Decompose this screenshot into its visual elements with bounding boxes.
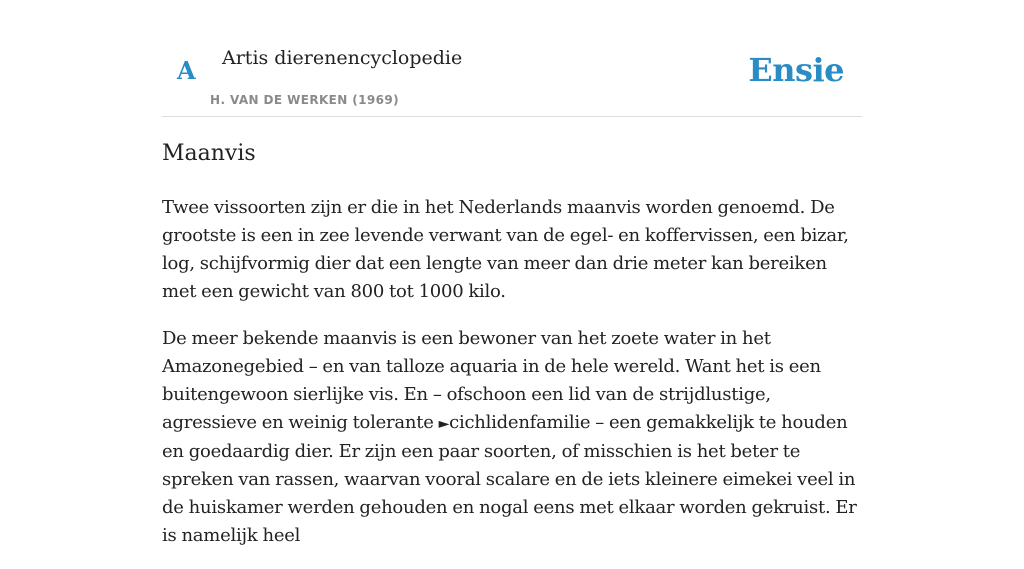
ensie-logo[interactable]: Ensie (748, 51, 844, 89)
book-title[interactable]: Artis dierenencyclopedie (222, 47, 463, 69)
reference-arrow-icon: ► (438, 416, 450, 432)
entry-paragraph: Twee vissoorten zijn er die in het Nederlands maanvis worden genoemd. De grootste is een in zee levende verwant van de egel- en koffervissen, een bizar, log, schijfvormig dier dat een lengte van meer dan drie meter kan bereiken met een gewicht van 800 tot 1000 kilo. (162, 197, 849, 302)
entry-content (162, 138, 862, 569)
paragraph-text: – een gemakkelijk te houden en goedaardig dier. Er zijn een paar soorten, of misschien is het beter te spreken van rassen, waarvan vooral scalare en de iets kleinere eimekei veel in de huiskamer werden gehouden en nogal eens met elkaar worden gekruist. Er is namelijk heel (162, 412, 857, 546)
book-author: H. VAN DE WERKEN (1969) (210, 93, 400, 107)
page-header (162, 0, 862, 117)
entry-title: Maanvis (162, 141, 256, 166)
index-letter[interactable]: A (177, 56, 196, 85)
paragraph-text: De meer bekende maanvis is een bewoner van het zoete water in het Amazonegebied – en van talloze aquaria in de hele wereld. Want het is een buitengewoon sierlijke vis. En – ofschoon een lid van de strijdlustige, agressieve en weinig tolerante (162, 328, 821, 433)
entry-paragraph (162, 325, 862, 550)
reference-link-cichlidenfamilie[interactable]: cichlidenfamilie (449, 412, 591, 433)
